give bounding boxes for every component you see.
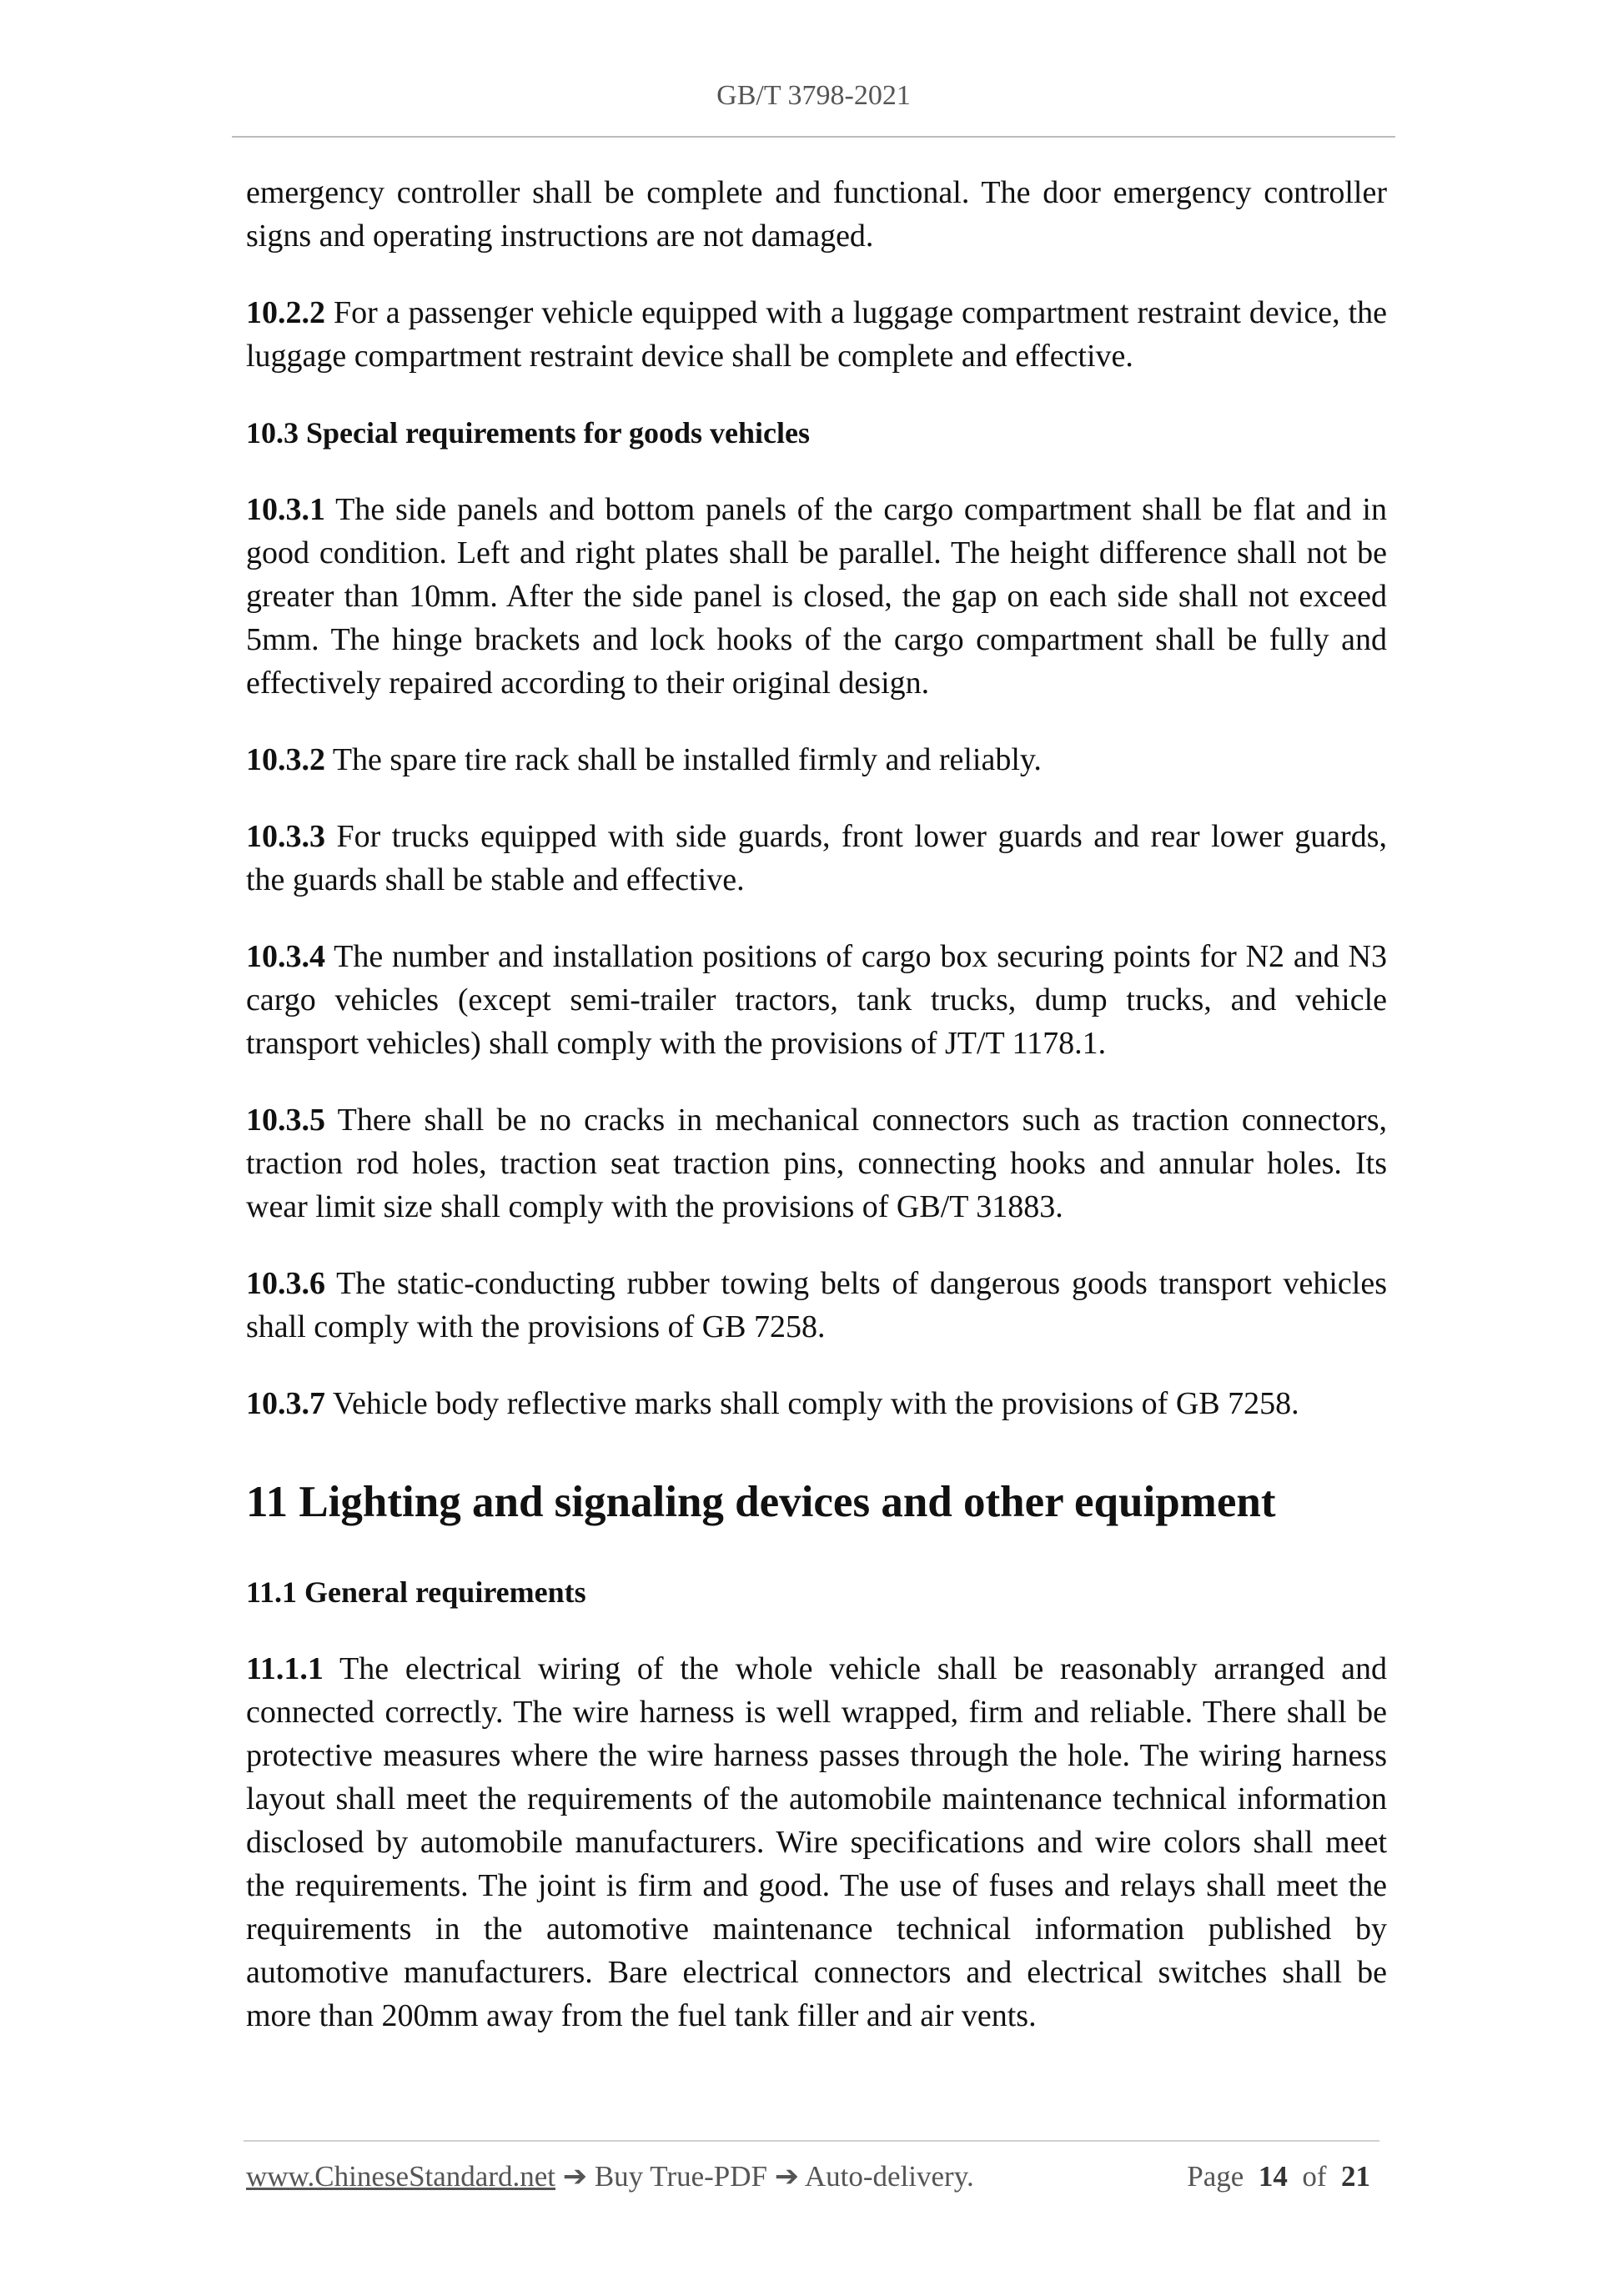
clause-text: The static-conducting rubber towing belts of dangerous goods transport vehicles shall comply with the provisions of GB 7258. bbox=[246, 1266, 1387, 1344]
clause-10-3-4 bbox=[246, 935, 1387, 1065]
clause-number: 10.3.5 bbox=[246, 1103, 325, 1138]
clause-10-3-1 bbox=[246, 488, 1387, 705]
section-heading-10-3: 10.3 Special requirements for goods vehicles bbox=[246, 416, 810, 450]
clause-11-1-1 bbox=[246, 1647, 1387, 2037]
chinesestandard-link[interactable]: www.ChineseStandard.net bbox=[246, 2160, 555, 2193]
clause-number: 10.3.2 bbox=[246, 742, 325, 777]
clause-10-3-3 bbox=[246, 815, 1387, 902]
clause-number: 11.1.1 bbox=[246, 1651, 324, 1686]
clause-text: The number and installation positions of cargo box securing points for N2 and N3 cargo vehicles (except semi-trailer tractors, tank trucks, dump trucks, and vehicle transport vehicles) shall comply with the provisions of JT/T 1178.1. bbox=[246, 939, 1387, 1061]
page-label: Page bbox=[1187, 2160, 1244, 2193]
clause-10-3-7 bbox=[246, 1382, 1387, 1425]
chapter-heading-11: 11 Lighting and signaling devices and other equipment bbox=[246, 1478, 1276, 1526]
footer-promo-text: ➔ Buy True-PDF ➔ Auto-delivery. bbox=[562, 2160, 974, 2193]
clause-text: There shall be no cracks in mechanical connectors such as traction connectors, traction rod holes, traction seat traction pins, connecting hooks and annular holes. Its wear limit size shall comply with the provisions of GB/T 31883. bbox=[246, 1103, 1387, 1224]
clause-10-3-6 bbox=[246, 1262, 1387, 1349]
clause-text: The side panels and bottom panels of the cargo compartment shall be flat and in good condition. Left and right plates shall be parallel. The height difference shall not be greater than 10mm. After the side panel is closed, the gap on each side shall not exceed 5mm. The hinge brackets and lock hooks of the cargo compartment shall be fully and effectively repaired according to their original design. bbox=[246, 492, 1387, 701]
header-divider bbox=[232, 136, 1395, 138]
clause-number: 10.3.7 bbox=[246, 1386, 325, 1421]
clause-text: The electrical wiring of the whole vehicle shall be reasonably arranged and connected correctly. The wire harness is well wrapped, firm and reliable. There shall be protective measures where the wire harness passes through the hole. The wiring harness layout shall meet the requirements of the automobile maintenance technical information disclosed by automobile manufacturers. Wire specifications and wire colors shall meet the requirements. The joint is firm and good. The use of fuses and relays shall meet the requirements in the automotive maintenance technical information published by automotive manufacturers. Bare electrical connectors and electrical switches shall be more than 200mm away from the fuel tank filler and air vents. bbox=[246, 1651, 1387, 2033]
running-header-standard-code: GB/T 3798-2021 bbox=[716, 80, 911, 111]
clause-10-2-2 bbox=[246, 291, 1387, 378]
clause-text: Vehicle body reflective marks shall comply with the provisions of GB 7258. bbox=[332, 1386, 1299, 1421]
clause-number: 10.3.1 bbox=[246, 492, 325, 527]
page-indicator bbox=[1187, 2160, 1370, 2193]
current-page-number: 14 bbox=[1258, 2160, 1288, 2193]
clause-text: For trucks equipped with side guards, front lower guards and rear lower guards, the guards shall be stable and effective. bbox=[246, 819, 1387, 897]
clause-text: For a passenger vehicle equipped with a luggage compartment restraint device, the luggage compartment restraint device shall be complete and effective. bbox=[246, 295, 1387, 374]
total-pages-number: 21 bbox=[1341, 2160, 1370, 2193]
clause-number: 10.2.2 bbox=[246, 295, 325, 330]
clause-10-3-5 bbox=[246, 1098, 1387, 1228]
clause-text: The spare tire rack shall be installed firmly and reliably. bbox=[332, 742, 1042, 777]
section-heading-11-1: 11.1 General requirements bbox=[246, 1575, 586, 1609]
clause-10-3-2 bbox=[246, 738, 1387, 781]
footer-divider bbox=[244, 2140, 1379, 2142]
clause-number: 10.3.6 bbox=[246, 1266, 325, 1301]
of-label: of bbox=[1302, 2160, 1327, 2193]
footer-promo bbox=[246, 2160, 974, 2193]
clause-number: 10.3.3 bbox=[246, 819, 325, 854]
document-body bbox=[246, 171, 1387, 2071]
paragraph-10-2-1-continuation: emergency controller shall be complete and functional. The door emergency controller signs and operating instructions are not damaged. bbox=[246, 175, 1387, 254]
clause-number: 10.3.4 bbox=[246, 939, 325, 974]
